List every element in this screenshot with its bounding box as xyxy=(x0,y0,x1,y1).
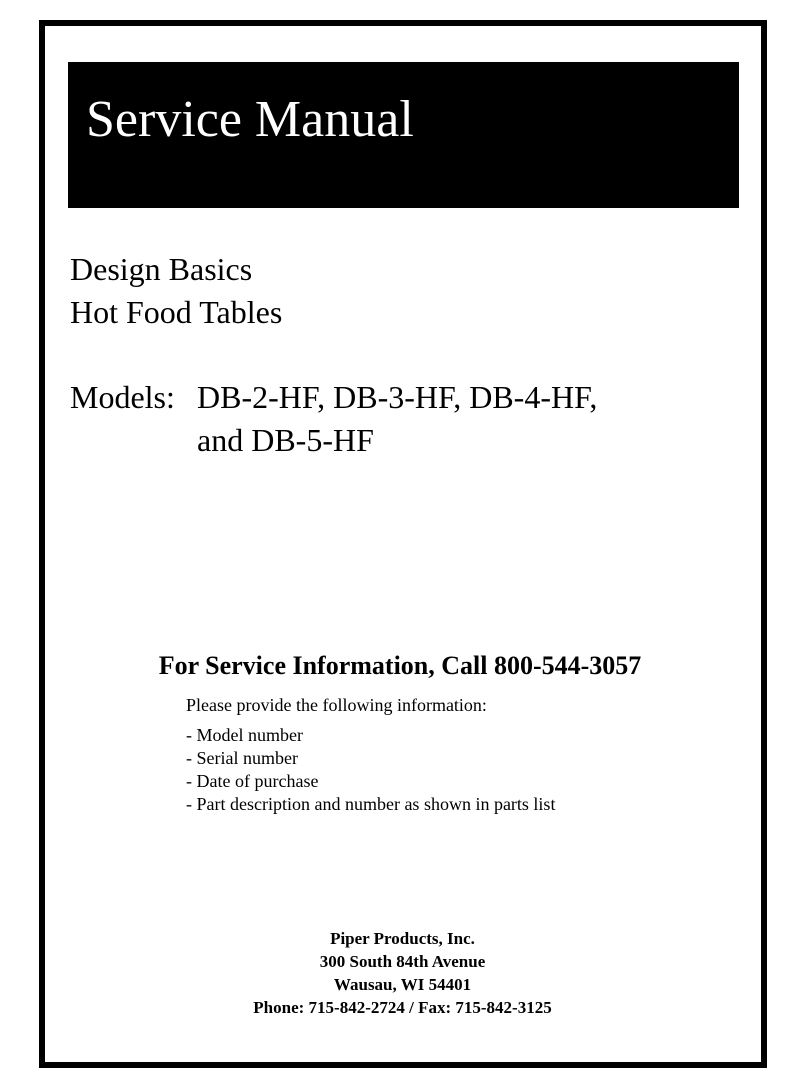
company-address-block xyxy=(0,927,805,1019)
product-line-name: Design Basics xyxy=(70,251,253,287)
list-item: - Model number xyxy=(186,725,303,745)
models-list-line-2: and DB-5-HF xyxy=(197,422,374,458)
product-type: Hot Food Tables xyxy=(70,294,283,330)
company-name: Piper Products, Inc. xyxy=(330,929,475,948)
company-street: 300 South 84th Avenue xyxy=(319,952,486,971)
service-info-prompt: Please provide the following information: xyxy=(186,695,487,715)
company-city: Wausau, WI 54401 xyxy=(333,975,472,994)
list-item: - Serial number xyxy=(186,748,298,768)
company-contact: Phone: 715-842-2724 / Fax: 715-842-3125 xyxy=(253,998,552,1017)
list-item: - Date of purchase xyxy=(186,771,319,791)
service-phone-heading: For Service Information, Call 800-544-3057 xyxy=(158,651,642,680)
models-list-line-1: DB-2-HF, DB-3-HF, DB-4-HF, xyxy=(197,379,598,415)
models-label: Models: xyxy=(70,379,175,415)
list-item: - Part description and number as shown in parts list xyxy=(186,794,556,814)
service-info-block xyxy=(186,694,555,816)
title-banner xyxy=(68,62,739,208)
service-info-list xyxy=(186,724,555,816)
document-title: Service Manual xyxy=(86,91,414,148)
